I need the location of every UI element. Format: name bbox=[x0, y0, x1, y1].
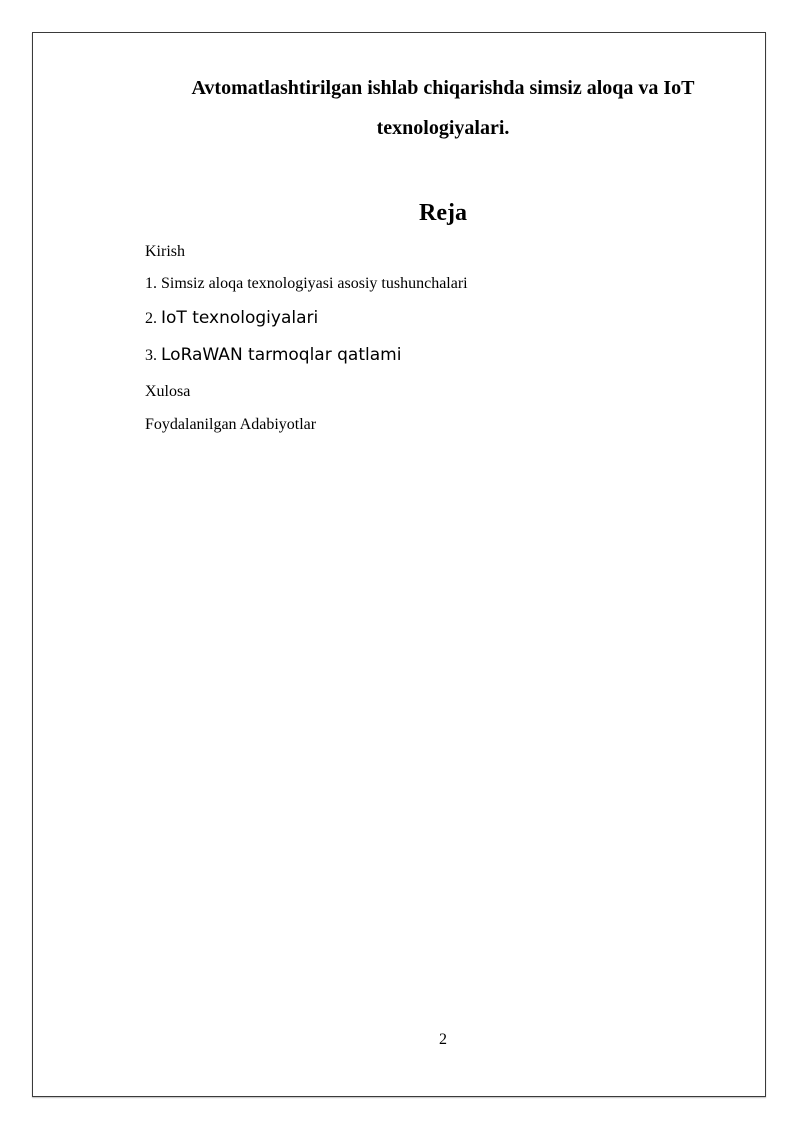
toc-item-1: 1. Simsiz aloqa texnologiyasi asosiy tushunchalari bbox=[145, 275, 468, 292]
toc-item-3-text: LoRaWAN tarmoqlar qatlami bbox=[161, 345, 402, 365]
toc-item-kirish: Kirish bbox=[145, 243, 185, 260]
toc-item-2-text: IoT texnologiyalari bbox=[161, 308, 319, 328]
toc-item-2-number: 2. bbox=[145, 310, 161, 327]
page-number: 2 bbox=[439, 1031, 447, 1048]
document-title-line-1: Avtomatlashtirilgan ishlab chiqarishda simsiz aloqa va IoT bbox=[191, 77, 695, 99]
toc-item-3 bbox=[145, 346, 401, 365]
document-title-line-2: texnologiyalari. bbox=[376, 117, 510, 139]
section-heading: Reja bbox=[419, 200, 467, 226]
toc-item-xulosa: Xulosa bbox=[145, 383, 191, 400]
toc-item-3-number: 3. bbox=[145, 347, 161, 364]
toc-item-adabiyotlar: Foydalanilgan Adabiyotlar bbox=[145, 416, 317, 433]
page-frame bbox=[32, 32, 766, 1097]
toc-item-2 bbox=[145, 309, 318, 328]
